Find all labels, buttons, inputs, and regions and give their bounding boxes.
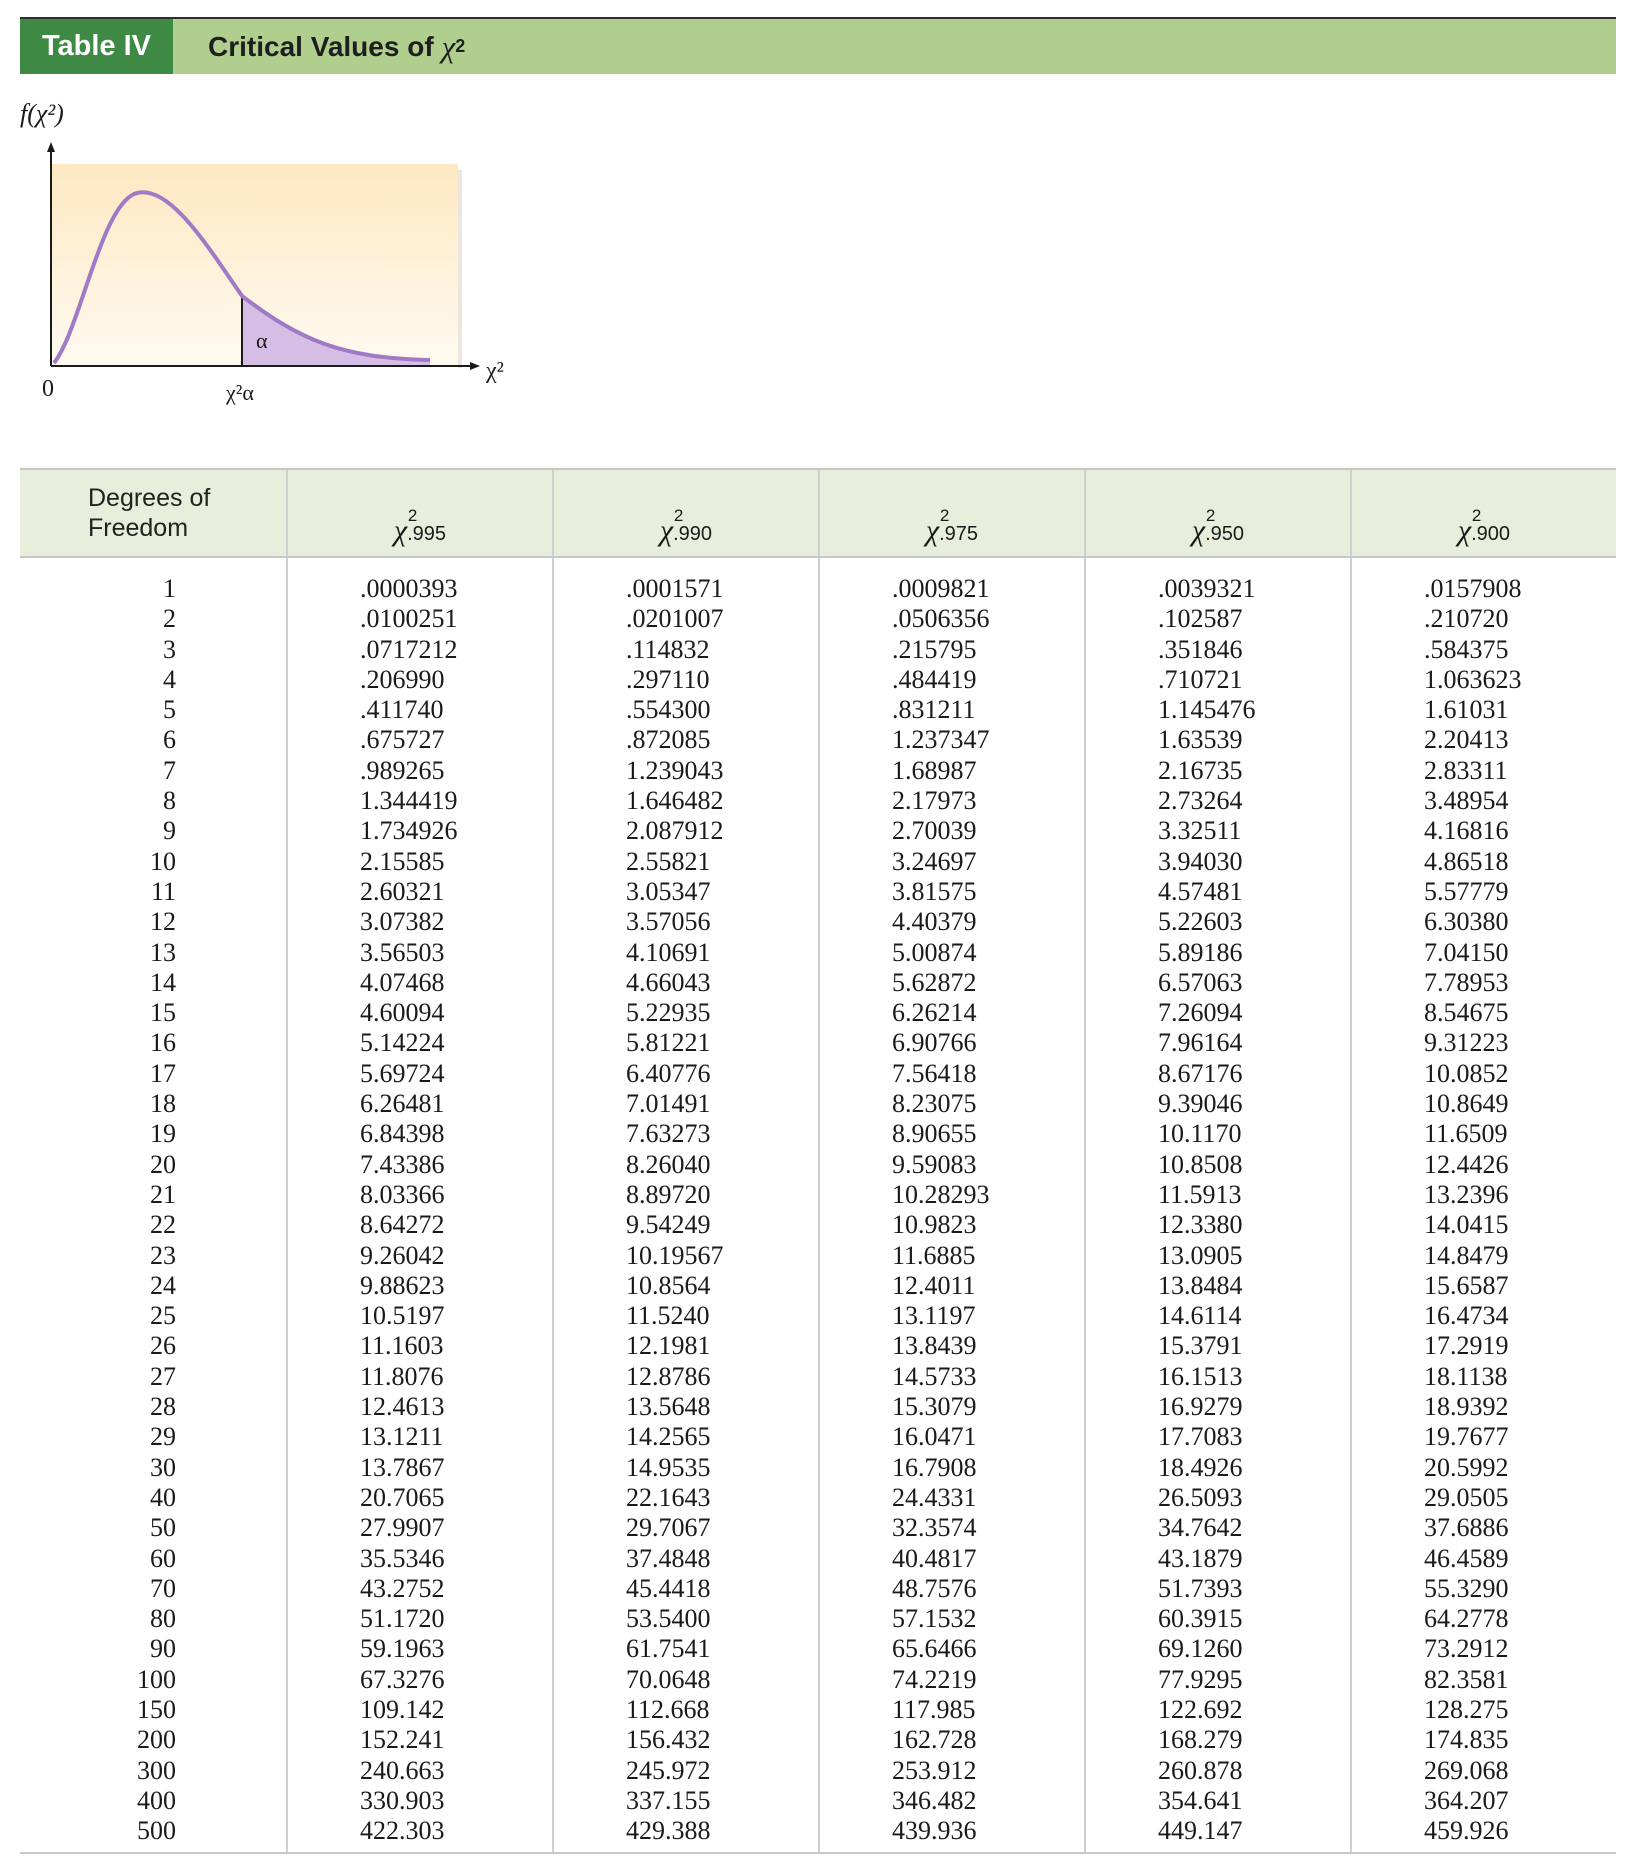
value-cell: 3.48954 bbox=[1424, 786, 1509, 816]
dof-cell: 100 bbox=[137, 1664, 176, 1694]
chi-950-column bbox=[1085, 557, 1351, 1853]
value-cell: 112.668 bbox=[626, 1694, 710, 1724]
value-cell: 162.728 bbox=[892, 1725, 977, 1755]
value-cell: 449.147 bbox=[1158, 1816, 1243, 1846]
dof-cell: 12 bbox=[150, 907, 176, 937]
value-cell: 16.9279 bbox=[1158, 1392, 1243, 1422]
value-cell: 429.388 bbox=[626, 1816, 711, 1846]
value-cell: 2.83311 bbox=[1424, 755, 1508, 785]
value-cell: 14.6114 bbox=[1158, 1301, 1242, 1331]
value-cell: 6.26214 bbox=[892, 998, 977, 1028]
value-cell: 4.57481 bbox=[1158, 876, 1243, 906]
header-chi-950-symbol: χ bbox=[1191, 514, 1206, 547]
value-cell: 10.8564 bbox=[626, 1270, 711, 1300]
value-cell: 13.1197 bbox=[892, 1301, 976, 1331]
value-cell: 18.9392 bbox=[1424, 1392, 1509, 1422]
value-cell: 51.7393 bbox=[1158, 1573, 1243, 1603]
dof-cell: 25 bbox=[150, 1301, 176, 1331]
value-cell: 57.1532 bbox=[892, 1604, 977, 1634]
value-cell: 64.2778 bbox=[1424, 1604, 1509, 1634]
value-cell: 12.4011 bbox=[892, 1270, 976, 1300]
table-title-symbol: χ bbox=[441, 28, 456, 64]
value-cell: 32.3574 bbox=[892, 1513, 977, 1543]
value-cell: 69.1260 bbox=[1158, 1634, 1243, 1664]
value-cell: .484419 bbox=[892, 664, 977, 694]
value-cell: 2.16735 bbox=[1158, 755, 1243, 785]
value-cell: 18.4926 bbox=[1158, 1452, 1243, 1482]
value-cell: 24.4331 bbox=[892, 1482, 977, 1512]
value-cell: 5.69724 bbox=[360, 1058, 445, 1088]
value-cell: 48.7576 bbox=[892, 1573, 977, 1603]
value-cell: 40.4817 bbox=[892, 1543, 977, 1573]
value-cell: .0000393 bbox=[360, 574, 458, 603]
value-cell: 9.88623 bbox=[360, 1270, 445, 1300]
value-cell: 422.303 bbox=[360, 1816, 445, 1846]
alpha-area-label: α bbox=[256, 328, 268, 353]
value-cell: 34.7642 bbox=[1158, 1513, 1243, 1543]
x-axis-arrow-icon bbox=[470, 362, 480, 370]
header-chi-950-sub: .950 bbox=[1205, 523, 1245, 545]
dof-cell: 80 bbox=[150, 1604, 176, 1634]
value-cell: 13.0905 bbox=[1158, 1240, 1243, 1270]
value-cell: 67.3276 bbox=[360, 1664, 445, 1694]
value-cell: 10.5197 bbox=[360, 1301, 445, 1331]
value-cell: 253.912 bbox=[892, 1755, 977, 1785]
value-cell: .0157908 bbox=[1424, 574, 1522, 603]
value-cell: 7.96164 bbox=[1158, 1028, 1243, 1058]
value-cell: 11.6885 bbox=[892, 1240, 976, 1270]
y-axis-label: f(χ²) bbox=[20, 99, 64, 128]
value-cell: 8.90655 bbox=[892, 1119, 977, 1149]
dof-cell: 28 bbox=[150, 1392, 176, 1422]
value-cell: 4.60094 bbox=[360, 998, 445, 1028]
value-cell: 16.4734 bbox=[1424, 1301, 1509, 1331]
value-cell: 3.05347 bbox=[626, 876, 711, 906]
dof-cell: 20 bbox=[150, 1149, 176, 1179]
value-cell: 240.663 bbox=[360, 1755, 445, 1785]
dof-cell: 17 bbox=[150, 1058, 176, 1088]
value-cell: 3.07382 bbox=[360, 907, 445, 937]
header-dof-line-1: Degrees of bbox=[88, 484, 211, 512]
value-cell: 10.8649 bbox=[1424, 1089, 1509, 1119]
header-chi-990-sub: .990 bbox=[673, 523, 713, 545]
value-cell: 77.9295 bbox=[1158, 1664, 1243, 1694]
value-cell: 1.61031 bbox=[1424, 695, 1509, 725]
header-chi-975-sup: 2 bbox=[939, 506, 950, 525]
value-cell: 53.5400 bbox=[626, 1604, 711, 1634]
value-cell: 51.1720 bbox=[360, 1604, 445, 1634]
value-cell: 14.8479 bbox=[1424, 1240, 1509, 1270]
value-cell: 7.78953 bbox=[1424, 967, 1509, 997]
value-cell: 12.3380 bbox=[1158, 1210, 1243, 1240]
value-cell: .989265 bbox=[360, 755, 445, 785]
value-cell: 128.275 bbox=[1424, 1694, 1509, 1724]
value-cell: 346.482 bbox=[892, 1785, 977, 1815]
header-chi-975-symbol: χ bbox=[925, 514, 940, 547]
figure-shadow bbox=[458, 170, 462, 368]
value-cell: 29.0505 bbox=[1424, 1482, 1509, 1512]
chi-990-column bbox=[553, 557, 819, 1853]
value-cell: 11.5240 bbox=[626, 1301, 710, 1331]
value-cell: .710721 bbox=[1158, 664, 1243, 694]
value-cell: 10.8508 bbox=[1158, 1149, 1243, 1179]
header-dof-line-2: Freedom bbox=[88, 514, 189, 542]
value-cell: .0100251 bbox=[360, 604, 458, 634]
value-cell: 4.07468 bbox=[360, 967, 445, 997]
value-cell: .0506356 bbox=[892, 604, 990, 634]
dof-cell: 13 bbox=[150, 937, 176, 967]
value-cell: 2.17973 bbox=[892, 786, 977, 816]
value-cell: 8.23075 bbox=[892, 1089, 977, 1119]
value-cell: 18.1138 bbox=[1424, 1361, 1508, 1391]
value-cell: 9.59083 bbox=[892, 1149, 977, 1179]
dof-cell: 7 bbox=[163, 755, 176, 785]
value-cell: 6.30380 bbox=[1424, 907, 1509, 937]
value-cell: 2.20413 bbox=[1424, 725, 1509, 755]
dof-cell: 29 bbox=[150, 1422, 176, 1452]
dof-cell: 6 bbox=[163, 725, 176, 755]
chi-995-column bbox=[287, 557, 553, 1853]
value-cell: .872085 bbox=[626, 725, 711, 755]
value-cell: 3.24697 bbox=[892, 846, 977, 876]
x-axis-label: χ² bbox=[486, 358, 504, 384]
table-title bbox=[208, 19, 465, 74]
dof-cell: 22 bbox=[150, 1210, 176, 1240]
dof-cell: 15 bbox=[150, 998, 176, 1028]
value-cell: 26.5093 bbox=[1158, 1482, 1243, 1512]
header-chi-995-sup: 2 bbox=[407, 506, 418, 525]
value-cell: 16.7908 bbox=[892, 1452, 977, 1482]
value-cell: 8.26040 bbox=[626, 1149, 711, 1179]
value-cell: 2.70039 bbox=[892, 816, 977, 846]
value-cell: 8.03366 bbox=[360, 1179, 445, 1209]
table-title-superscript: 2 bbox=[455, 36, 466, 56]
dof-cell: 23 bbox=[150, 1240, 176, 1270]
value-cell: 70.0648 bbox=[626, 1664, 711, 1694]
value-cell: 2.15585 bbox=[360, 846, 445, 876]
value-cell: .114832 bbox=[626, 634, 710, 664]
dof-column bbox=[20, 557, 287, 1853]
header-chi-975-sub: .975 bbox=[939, 523, 979, 545]
value-cell: 2.087912 bbox=[626, 816, 724, 846]
value-cell: 5.14224 bbox=[360, 1028, 445, 1058]
value-cell: .351846 bbox=[1158, 634, 1243, 664]
value-cell: 337.155 bbox=[626, 1785, 711, 1815]
header-chi-950-sup: 2 bbox=[1205, 506, 1216, 525]
chi-975-column bbox=[819, 557, 1085, 1853]
header-chi-950 bbox=[1085, 469, 1351, 557]
value-cell: 7.26094 bbox=[1158, 998, 1243, 1028]
value-cell: 8.54675 bbox=[1424, 998, 1509, 1028]
dof-cell: 30 bbox=[150, 1452, 176, 1482]
value-cell: 2.73264 bbox=[1158, 786, 1243, 816]
header-chi-990-sup: 2 bbox=[673, 506, 684, 525]
value-cell: 8.64272 bbox=[360, 1210, 445, 1240]
value-cell: 5.57779 bbox=[1424, 876, 1509, 906]
value-cell: 9.54249 bbox=[626, 1210, 711, 1240]
value-cell: 439.936 bbox=[892, 1816, 977, 1846]
value-cell: 3.57056 bbox=[626, 907, 711, 937]
value-cell: 174.835 bbox=[1424, 1725, 1509, 1755]
value-cell: 109.142 bbox=[360, 1694, 445, 1724]
value-cell: 12.4426 bbox=[1424, 1149, 1509, 1179]
value-cell: .210720 bbox=[1424, 604, 1509, 634]
value-cell: .0001571 bbox=[626, 574, 724, 603]
value-cell: 27.9907 bbox=[360, 1513, 445, 1543]
y-axis-arrow-icon bbox=[47, 142, 55, 152]
value-cell: 20.5992 bbox=[1424, 1452, 1509, 1482]
header-chi-900-symbol: χ bbox=[1457, 514, 1472, 547]
value-cell: 1.145476 bbox=[1158, 695, 1256, 725]
value-cell: .411740 bbox=[360, 695, 444, 725]
header-chi-990-symbol: χ bbox=[659, 514, 674, 547]
value-cell: 13.7867 bbox=[360, 1452, 445, 1482]
value-cell: .675727 bbox=[360, 725, 445, 755]
dof-cell: 11 bbox=[150, 876, 176, 906]
value-cell: 364.207 bbox=[1424, 1785, 1509, 1815]
value-cell: 60.3915 bbox=[1158, 1604, 1243, 1634]
header-chi-900-sub: .900 bbox=[1471, 523, 1511, 545]
value-cell: 1.063623 bbox=[1424, 664, 1522, 694]
value-cell: 1.237347 bbox=[892, 725, 990, 755]
dof-cell: 19 bbox=[150, 1119, 176, 1149]
dof-cell: 10 bbox=[150, 846, 176, 876]
value-cell: 8.89720 bbox=[626, 1179, 711, 1209]
value-cell: 13.5648 bbox=[626, 1392, 711, 1422]
value-cell: 245.972 bbox=[626, 1755, 711, 1785]
origin-label: 0 bbox=[42, 376, 54, 402]
value-cell: 8.67176 bbox=[1158, 1058, 1243, 1088]
value-cell: 37.6886 bbox=[1424, 1513, 1509, 1543]
dof-cell: 300 bbox=[137, 1755, 176, 1785]
dof-cell: 18 bbox=[150, 1089, 176, 1119]
header-chi-900 bbox=[1351, 469, 1616, 557]
value-cell: 1.646482 bbox=[626, 786, 724, 816]
dof-cell: 14 bbox=[150, 967, 176, 997]
header-chi-995-sub: .995 bbox=[407, 523, 447, 545]
dof-cell: 1 bbox=[163, 574, 176, 603]
value-cell: 11.1603 bbox=[360, 1331, 444, 1361]
value-cell: 7.63273 bbox=[626, 1119, 711, 1149]
value-cell: 6.90766 bbox=[892, 1028, 977, 1058]
value-cell: 82.3581 bbox=[1424, 1664, 1509, 1694]
chi-square-distribution-figure bbox=[0, 90, 560, 420]
value-cell: 117.985 bbox=[892, 1694, 976, 1724]
value-cell: 37.4848 bbox=[626, 1543, 711, 1573]
table-body-row bbox=[20, 557, 1616, 1853]
dof-cell: 200 bbox=[137, 1725, 176, 1755]
value-cell: 3.32511 bbox=[1158, 816, 1242, 846]
value-cell: 4.16816 bbox=[1424, 816, 1509, 846]
dof-cell: 24 bbox=[150, 1270, 176, 1300]
value-cell: 59.1963 bbox=[360, 1634, 445, 1664]
value-cell: 9.31223 bbox=[1424, 1028, 1509, 1058]
dof-cell: 26 bbox=[150, 1331, 176, 1361]
dof-cell: 50 bbox=[150, 1513, 176, 1543]
dof-cell: 3 bbox=[163, 634, 176, 664]
critical-values-table bbox=[20, 468, 1616, 1854]
table-banner bbox=[20, 17, 1616, 74]
value-cell: 1.239043 bbox=[626, 755, 724, 785]
value-cell: .215795 bbox=[892, 634, 977, 664]
value-cell: 11.8076 bbox=[360, 1361, 444, 1391]
dof-cell: 8 bbox=[163, 786, 176, 816]
value-cell: 1.344419 bbox=[360, 786, 458, 816]
header-degrees-of-freedom bbox=[20, 469, 287, 557]
value-cell: 14.9535 bbox=[626, 1452, 711, 1482]
value-cell: 3.81575 bbox=[892, 876, 977, 906]
value-cell: 22.1643 bbox=[626, 1482, 711, 1512]
value-cell: 4.86518 bbox=[1424, 846, 1509, 876]
value-cell: 10.28293 bbox=[892, 1179, 990, 1209]
dof-cell: 150 bbox=[137, 1694, 176, 1724]
value-cell: 29.7067 bbox=[626, 1513, 711, 1543]
value-cell: 13.1211 bbox=[360, 1422, 444, 1452]
value-cell: 43.2752 bbox=[360, 1573, 445, 1603]
value-cell: 11.5913 bbox=[1158, 1179, 1242, 1209]
value-cell: .831211 bbox=[892, 695, 976, 725]
header-chi-995 bbox=[287, 469, 553, 557]
value-cell: 10.0852 bbox=[1424, 1058, 1509, 1088]
value-cell: 5.22603 bbox=[1158, 907, 1243, 937]
chi-900-column bbox=[1351, 557, 1616, 1853]
value-cell: 73.2912 bbox=[1424, 1634, 1509, 1664]
value-cell: .206990 bbox=[360, 664, 445, 694]
dof-cell: 16 bbox=[150, 1028, 176, 1058]
value-cell: 2.60321 bbox=[360, 876, 445, 906]
value-cell: 10.9823 bbox=[892, 1210, 977, 1240]
header-chi-975 bbox=[819, 469, 1085, 557]
value-cell: .554300 bbox=[626, 695, 711, 725]
value-cell: 5.89186 bbox=[1158, 937, 1243, 967]
table-title-text: Critical Values of bbox=[208, 30, 434, 62]
value-cell: 15.3079 bbox=[892, 1392, 977, 1422]
table-header-row bbox=[20, 469, 1616, 557]
dof-cell: 90 bbox=[150, 1634, 176, 1664]
value-cell: 3.94030 bbox=[1158, 846, 1243, 876]
value-cell: 6.26481 bbox=[360, 1089, 445, 1119]
value-cell: 35.5346 bbox=[360, 1543, 445, 1573]
value-cell: 4.40379 bbox=[892, 907, 977, 937]
dof-cell: 60 bbox=[150, 1543, 176, 1573]
dof-cell: 500 bbox=[137, 1816, 176, 1846]
value-cell: 330.903 bbox=[360, 1785, 445, 1815]
value-cell: 1.68987 bbox=[892, 755, 977, 785]
value-cell: 14.2565 bbox=[626, 1422, 711, 1452]
dof-cell: 400 bbox=[137, 1785, 176, 1815]
value-cell: 5.00874 bbox=[892, 937, 977, 967]
value-cell: 459.926 bbox=[1424, 1816, 1509, 1846]
value-cell: 4.10691 bbox=[626, 937, 711, 967]
value-cell: .0009821 bbox=[892, 574, 990, 603]
value-cell: 1.734926 bbox=[360, 816, 458, 846]
value-cell: .0039321 bbox=[1158, 574, 1256, 603]
value-cell: 10.19567 bbox=[626, 1240, 724, 1270]
critical-value-label: χ²α bbox=[226, 380, 254, 405]
value-cell: 5.81221 bbox=[626, 1028, 711, 1058]
value-cell: 6.84398 bbox=[360, 1119, 445, 1149]
value-cell: 13.2396 bbox=[1424, 1179, 1509, 1209]
value-cell: 43.1879 bbox=[1158, 1543, 1243, 1573]
dof-cell: 4 bbox=[163, 664, 176, 694]
value-cell: 156.432 bbox=[626, 1725, 711, 1755]
value-cell: 6.40776 bbox=[626, 1058, 711, 1088]
value-cell: 269.068 bbox=[1424, 1755, 1509, 1785]
value-cell: 16.0471 bbox=[892, 1422, 977, 1452]
value-cell: 19.7677 bbox=[1424, 1422, 1509, 1452]
value-cell: 13.8484 bbox=[1158, 1270, 1243, 1300]
value-cell: 7.43386 bbox=[360, 1149, 445, 1179]
dof-cell: 5 bbox=[163, 695, 176, 725]
value-cell: 12.8786 bbox=[626, 1361, 711, 1391]
value-cell: .102587 bbox=[1158, 604, 1243, 634]
value-cell: 65.6466 bbox=[892, 1634, 977, 1664]
value-cell: .0717212 bbox=[360, 634, 458, 664]
value-cell: 9.26042 bbox=[360, 1240, 445, 1270]
value-cell: 14.0415 bbox=[1424, 1210, 1509, 1240]
value-cell: 168.279 bbox=[1158, 1725, 1243, 1755]
value-cell: .297110 bbox=[626, 664, 710, 694]
dof-cell: 2 bbox=[163, 604, 176, 634]
dof-cell: 21 bbox=[150, 1179, 176, 1209]
value-cell: 5.22935 bbox=[626, 998, 711, 1028]
value-cell: 12.4613 bbox=[360, 1392, 445, 1422]
value-cell: 122.692 bbox=[1158, 1694, 1243, 1724]
header-chi-995-symbol: χ bbox=[393, 514, 408, 547]
value-cell: 17.7083 bbox=[1158, 1422, 1243, 1452]
value-cell: 16.1513 bbox=[1158, 1361, 1243, 1391]
value-cell: 1.63539 bbox=[1158, 725, 1243, 755]
value-cell: 46.4589 bbox=[1424, 1543, 1509, 1573]
value-cell: 7.04150 bbox=[1424, 937, 1509, 967]
value-cell: 354.641 bbox=[1158, 1785, 1243, 1815]
value-cell: 45.4418 bbox=[626, 1573, 711, 1603]
value-cell: 20.7065 bbox=[360, 1482, 445, 1512]
value-cell: 61.7541 bbox=[626, 1634, 711, 1664]
dof-cell: 70 bbox=[150, 1573, 176, 1603]
value-cell: 3.56503 bbox=[360, 937, 445, 967]
value-cell: 11.6509 bbox=[1424, 1119, 1508, 1149]
value-cell: 15.3791 bbox=[1158, 1331, 1243, 1361]
value-cell: 4.66043 bbox=[626, 967, 711, 997]
header-chi-900-sup: 2 bbox=[1471, 506, 1482, 525]
value-cell: .0201007 bbox=[626, 604, 724, 634]
value-cell: 6.57063 bbox=[1158, 967, 1243, 997]
dof-cell: 27 bbox=[150, 1361, 176, 1391]
dof-cell: 40 bbox=[150, 1482, 176, 1512]
value-cell: 13.8439 bbox=[892, 1331, 977, 1361]
value-cell: 17.2919 bbox=[1424, 1331, 1509, 1361]
value-cell: 74.2219 bbox=[892, 1664, 977, 1694]
value-cell: 55.3290 bbox=[1424, 1573, 1509, 1603]
value-cell: 7.56418 bbox=[892, 1058, 977, 1088]
value-cell: 10.1170 bbox=[1158, 1119, 1242, 1149]
value-cell: 12.1981 bbox=[626, 1331, 711, 1361]
value-cell: 15.6587 bbox=[1424, 1270, 1509, 1300]
value-cell: 9.39046 bbox=[1158, 1089, 1243, 1119]
value-cell: 2.55821 bbox=[626, 846, 711, 876]
dof-cell: 9 bbox=[163, 816, 176, 846]
table-number-tag: Table IV bbox=[20, 19, 173, 74]
header-chi-990 bbox=[553, 469, 819, 557]
value-cell: .584375 bbox=[1424, 634, 1509, 664]
value-cell: 260.878 bbox=[1158, 1755, 1243, 1785]
value-cell: 14.5733 bbox=[892, 1361, 977, 1391]
value-cell: 152.241 bbox=[360, 1725, 445, 1755]
value-cell: 5.62872 bbox=[892, 967, 977, 997]
value-cell: 7.01491 bbox=[626, 1089, 711, 1119]
